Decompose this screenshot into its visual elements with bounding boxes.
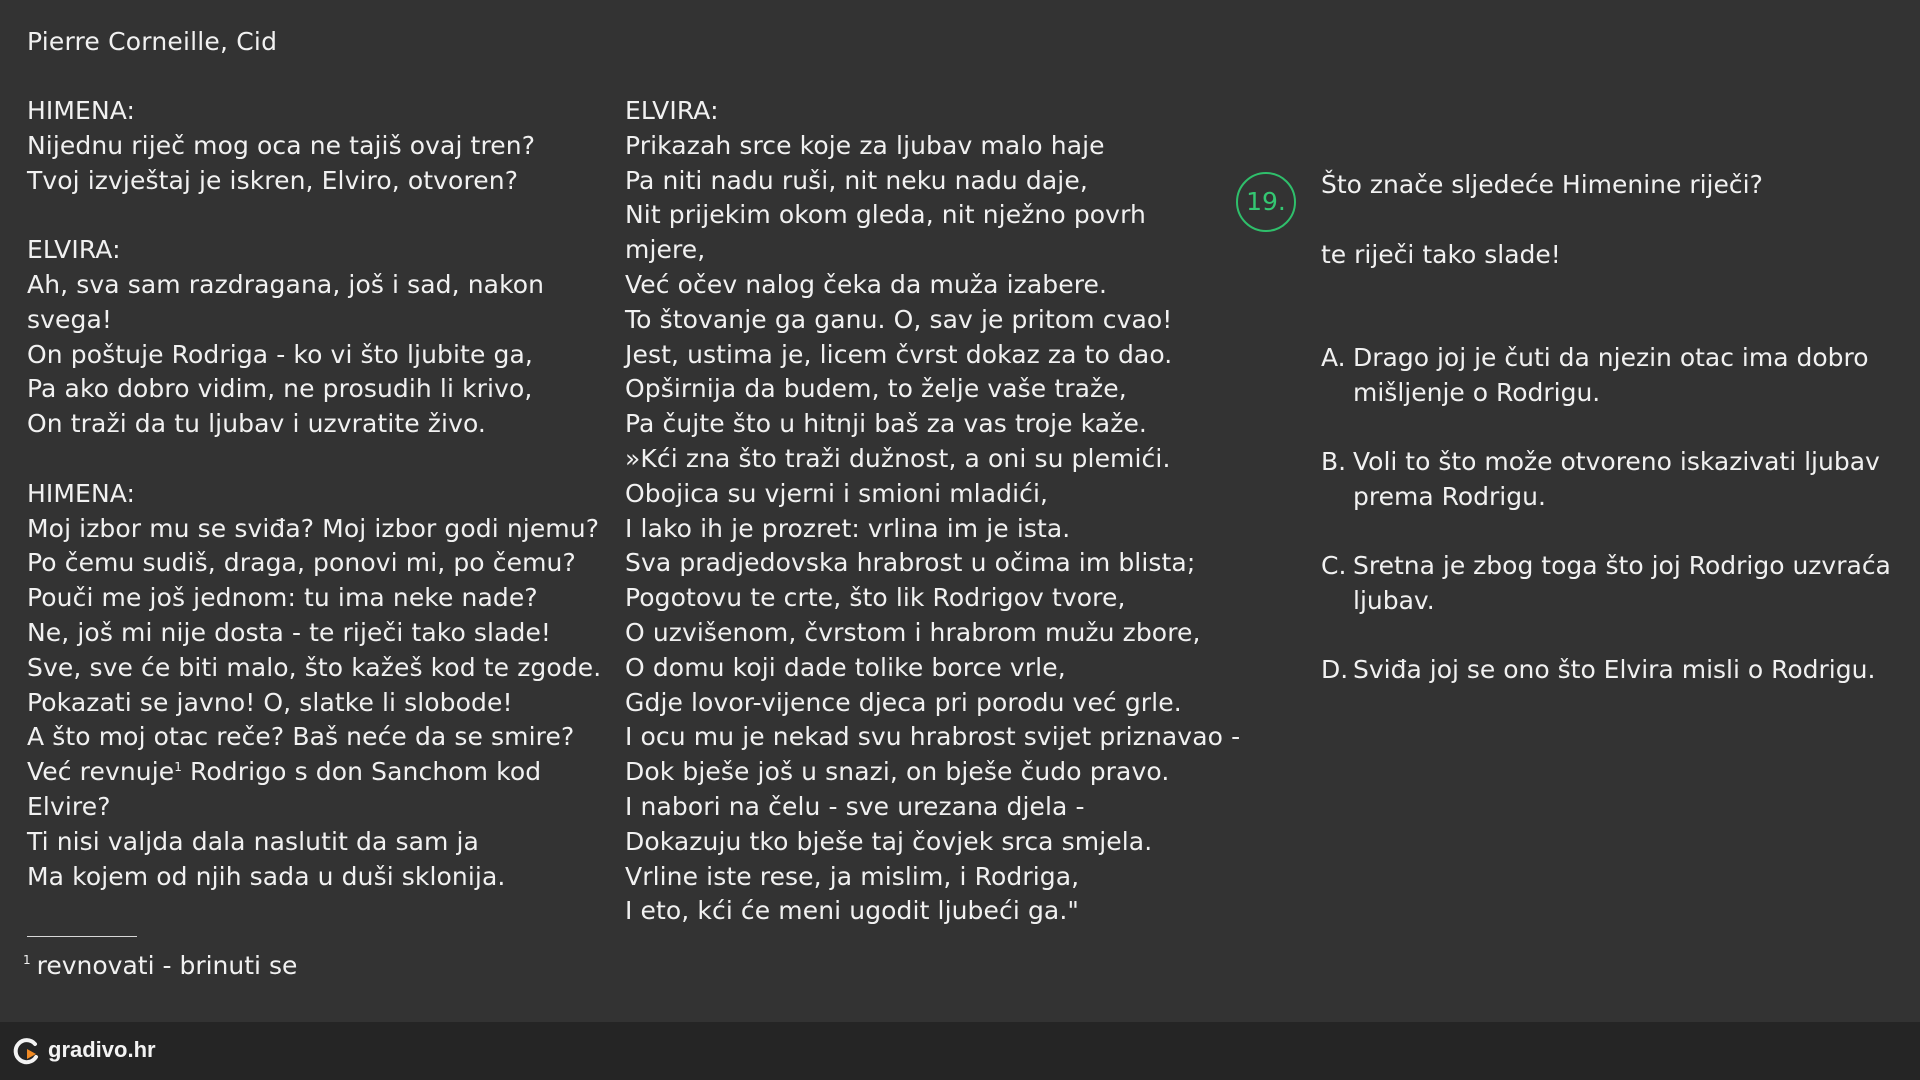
answer-option-c[interactable] (1321, 549, 1901, 618)
answer-letter: A. (1321, 343, 1346, 372)
footnote-divider (27, 936, 137, 937)
verse-line: Pouči me još jednom: tu ima neke nade? (27, 583, 538, 613)
brand-link[interactable]: gradivo.hr (48, 1037, 156, 1062)
verse-line: Vrline iste rese, ja mislim, i Rodriga, (625, 861, 1080, 891)
verse-text: Već revnuje (27, 757, 175, 787)
answer-option-a[interactable] (1321, 341, 1901, 410)
verse-text: Rodrigo s don Sanchom kod (182, 757, 542, 787)
footer-bar (0, 1022, 1920, 1080)
verse-line: Prikazah srce koje za ljubav malo haje (625, 130, 1105, 160)
footnote (23, 949, 297, 983)
middle-column (625, 94, 1241, 929)
verse-line: I eto, kći će meni ugodit ljubeći ga." (625, 896, 1079, 926)
verse-line: mjere, (625, 235, 706, 265)
verse-line: On poštuje Rodriga - ko vi što ljubite ga, (27, 339, 533, 369)
verse-line: svega! (27, 304, 113, 334)
verse-line: Ma kojem od njih sada u duši sklonija. (27, 861, 506, 891)
answer-text: Sviđa joj se ono što Elvira misli o Rodrigu. (1353, 655, 1876, 684)
verse-line: Elvire? (27, 791, 111, 821)
speaker-label: HIMENA: (27, 478, 136, 508)
verse-line: To štovanje ga ganu. O, sav je pritom cvao! (625, 304, 1173, 334)
verse-line: Sva pradjedovska hrabrost u očima im blista; (625, 548, 1196, 578)
footnote-text: revnovati - brinuti se (36, 951, 298, 980)
verse-line: Pa niti nadu ruši, nit neku nadu daje, (625, 165, 1088, 195)
question-number-badge: 19. (1236, 172, 1296, 232)
verse-line: Sve, sve će biti malo, što kažeš kod te zgode. (27, 652, 602, 682)
verse-line: Nijednu riječ mog oca ne tajiš ovaj tren? (27, 130, 536, 160)
answer-text: Sretna je zbog toga što joj Rodrigo uzvraća ljubav. (1353, 551, 1891, 615)
verse-line: A što moj otac reče? Baš neće da se smire? (27, 722, 575, 752)
speaker-label: ELVIRA: (625, 96, 719, 125)
verse-line: I lako ih je prozret: vrlina im je ista. (625, 513, 1071, 543)
verse-line: Pa čujte što u hitnji baš za vas troje kaže. (625, 409, 1147, 439)
verse-line: On traži da tu ljubav i uzvratite živo. (27, 409, 486, 439)
verse-line: Nit prijekim okom gleda, nit nježno povrh (625, 200, 1146, 230)
verse-line: I nabori na čelu - sve urezana djela - (625, 791, 1085, 821)
verse-line: Pokazati se javno! O, slatke li slobode! (27, 687, 513, 717)
answer-option-b[interactable] (1321, 445, 1901, 514)
footnote-number: 1 (23, 953, 31, 967)
verse-line: O domu koji dade tolike borce vrle, (625, 652, 1066, 682)
verse-line: Dok bješe još u snazi, on bješe čudo pravo. (625, 757, 1170, 787)
verse-line-with-footnote (27, 755, 617, 790)
answer-text: Drago joj je čuti da njezin otac ima dobro mišljenje o Rodrigu. (1353, 343, 1869, 407)
answer-letter: D. (1321, 655, 1349, 684)
verse-line: Ah, sva sam razdragana, još i sad, nakon (27, 269, 545, 299)
speaker-label: ELVIRA: (27, 235, 121, 265)
footnote-marker: 1 (174, 760, 183, 775)
verse-line: Jest, ustima je, licem čvrst dokaz za to dao. (625, 339, 1173, 369)
speaker-label: HIMENA: (27, 96, 136, 125)
question-quote: te riječi tako slade! (1321, 240, 1561, 269)
verse-line: Tvoj izvještaj je iskren, Elviro, otvoren? (27, 165, 519, 195)
verse-line: O uzvišenom, čvrstom i hrabrom mužu zbore, (625, 617, 1201, 647)
verse-line: Pa ako dobro vidim, ne prosudih li krivo, (27, 374, 533, 404)
verse-line: Gdje lovor-vijence djeca pri porodu već grle. (625, 687, 1182, 717)
answer-option-d[interactable] (1321, 653, 1901, 688)
answer-letter: B. (1321, 447, 1347, 476)
answer-letter: C. (1321, 551, 1347, 580)
verse-line: Opširnija da budem, to želje vaše traže, (625, 374, 1127, 404)
verse-line: Ne, još mi nije dosta - te riječi tako slade! (27, 617, 552, 647)
verse-line: Već očev nalog čeka da muža izabere. (625, 269, 1108, 299)
verse-line: Pogotovu te crte, što lik Rodrigov tvore, (625, 583, 1126, 613)
document-title: Pierre Corneille, Cid (27, 27, 278, 56)
verse-line: Obojica su vjerni i smioni mladići, (625, 478, 1049, 508)
left-column (27, 94, 617, 894)
question-prompt: Što znače sljedeće Himenine riječi? (1321, 170, 1763, 199)
verse-line: I ocu mu je nekad svu hrabrost svijet priznavao - (625, 722, 1241, 752)
verse-line: »Kći zna što traži dužnost, a oni su plemići. (625, 443, 1171, 473)
gradivo-logo-icon (12, 1036, 42, 1066)
verse-line: Moj izbor mu se sviđa? Moj izbor godi njemu? (27, 513, 600, 543)
verse-line: Po čemu sudiš, draga, ponovi mi, po čemu? (27, 548, 576, 578)
answer-options (1321, 341, 1901, 723)
verse-line: Dokazuju tko bješe taj čovjek srca smjela. (625, 826, 1153, 856)
verse-line: Ti nisi valjda dala naslutit da sam ja (27, 826, 479, 856)
answer-text: Voli to što može otvoreno iskazivati ljubav prema Rodrigu. (1353, 447, 1880, 511)
